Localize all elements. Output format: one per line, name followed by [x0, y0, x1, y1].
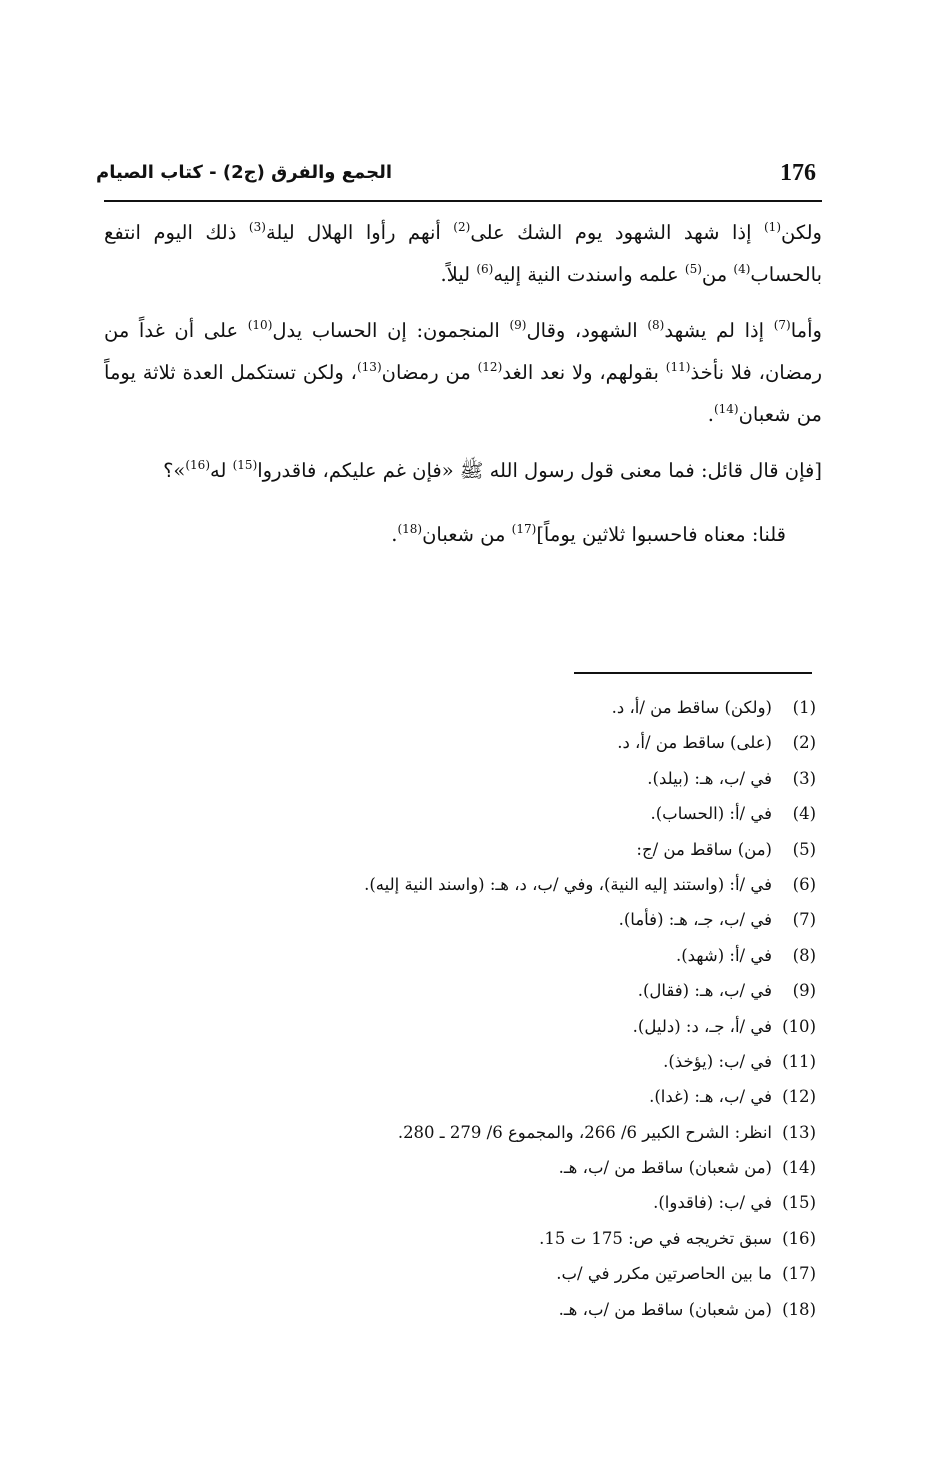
- footnote-text: (من شعبان) ساقط من /ب، هـ.: [558, 1299, 772, 1319]
- text-run: [فإن قال قائل: فما معنى قول رسول الله ﷺ «فإن غم عليكم، فاقدروا: [257, 459, 822, 482]
- footnote-item: [104, 1150, 816, 1185]
- footnote-number: (18): [782, 1299, 816, 1319]
- footnote-ref: (10): [247, 318, 273, 332]
- footnote-text: في /ب: (يؤخذ).: [663, 1051, 772, 1071]
- footnote-number: (6): [792, 874, 816, 894]
- footnote-ref: (3): [248, 220, 266, 234]
- footnote-item: [104, 1185, 816, 1220]
- text-run: ذلك اليوم انتفع بالحساب: [104, 221, 822, 286]
- text-run: .: [707, 403, 714, 426]
- text-run: وأما: [790, 319, 822, 342]
- text-run: إذا شهد الشهود يوم الشك على: [470, 221, 764, 244]
- footnote-ref: (5): [684, 262, 702, 276]
- footnote-number: (9): [792, 981, 816, 1001]
- footnote-number: (13): [782, 1122, 816, 1142]
- footnote-ref: (1): [763, 220, 781, 234]
- footnote-text: في /أ، جـ، د: (دليل).: [632, 1016, 772, 1036]
- footnote-item: [104, 796, 816, 831]
- footnote-number: (4): [792, 804, 816, 824]
- page-number: 176: [780, 160, 816, 186]
- text-run: أنهم رأوا الهلال ليلة: [265, 221, 454, 244]
- footnote-number: (2): [792, 733, 816, 753]
- footnote-item: [104, 1044, 816, 1079]
- footnote-separator: [574, 672, 812, 674]
- footnote-text: انظر: الشرح الكبير 6/ 266، والمجموع 6/ 279 ـ 280.: [397, 1122, 772, 1142]
- footnote-text: سبق تخريجه في ص: 175 ت 15.: [539, 1228, 772, 1248]
- footnote-number: (15): [782, 1193, 816, 1213]
- footnote-text: في /ب، هـ: (غدا).: [649, 1087, 772, 1107]
- footnote-item: [104, 725, 816, 760]
- footnote-ref: (16): [185, 458, 210, 472]
- text-run: من شعبان: [422, 523, 512, 546]
- text-run: بقولهم، ولا نعد الغد: [502, 361, 666, 384]
- footnote-item: [104, 1221, 816, 1256]
- footnote-number: (14): [782, 1158, 816, 1178]
- footnote-ref: (4): [733, 262, 751, 276]
- footnote-text: ما بين الحاصرتين مكرر في /ب.: [556, 1264, 772, 1284]
- footnote-item: [104, 690, 816, 725]
- footnote-ref: (15): [232, 458, 258, 472]
- footnote-item: [104, 867, 816, 902]
- text-run: قلنا: معناه فاحسبوا ثلاثين يوماً]: [536, 523, 786, 546]
- text-run: علمه واسندت النية إليه: [493, 263, 685, 286]
- text-run: الشهود، وقال: [526, 319, 648, 342]
- footnote-item: [104, 1115, 816, 1150]
- text-run: »؟: [163, 459, 186, 482]
- footnote-ref: (13): [356, 360, 382, 374]
- text-run: من رمضان: [381, 361, 478, 384]
- footnote-text: (ولكن) ساقط من /أ، د.: [611, 698, 772, 717]
- footnote-item: [104, 1292, 816, 1327]
- footnote-ref: (18): [397, 522, 423, 536]
- footnote-number: (3): [792, 768, 816, 788]
- footnote-number: (8): [792, 945, 816, 965]
- footnote-number: (7): [792, 910, 816, 930]
- footnote-text: (من شعبان) ساقط من /ب، هـ.: [558, 1158, 772, 1178]
- footnote-text: في /أ: (شهد).: [675, 945, 772, 965]
- footnote-ref: (11): [665, 360, 691, 374]
- running-title: الجمع والفرق (ج2) - كتاب الصيام: [96, 162, 393, 183]
- text-run: له: [210, 459, 233, 482]
- header-rule: [104, 200, 822, 202]
- text-run: المنجمون: إن الحساب يدل: [272, 319, 510, 342]
- footnote-item: [104, 1009, 816, 1044]
- text-run: ليلاً.: [440, 263, 477, 286]
- footnote-item: [104, 832, 816, 867]
- footnote-item: [104, 1079, 816, 1114]
- footnote-item: [104, 938, 816, 973]
- footnote-number: (1): [792, 698, 816, 717]
- footnote-text: في /ب، هـ: (بيلد).: [647, 768, 772, 788]
- footnote-text: في /ب: (فاقدوا).: [653, 1193, 772, 1213]
- footnote-text: في /أ: (واستند إليه النية)، وفي /ب، د، هـ: (واسند النية إليه).: [364, 874, 772, 894]
- footnote-ref: (2): [453, 220, 471, 234]
- paragraph: [104, 212, 822, 296]
- footnotes-list: [104, 690, 816, 1327]
- text-run: على أن غداً من رمضان، فلا نأخذ: [104, 319, 822, 384]
- footnote-ref: (14): [713, 402, 739, 416]
- text-run: ، ولكن تستكمل العدة ثلاثة يوماً من شعبان: [104, 361, 822, 426]
- footnote-text: (على) ساقط من /أ، د.: [617, 733, 772, 753]
- text-run: إذا لم يشهد: [664, 319, 774, 342]
- main-text: [104, 212, 822, 570]
- paragraph: [104, 310, 822, 436]
- paragraph: [104, 514, 822, 556]
- footnote-number: (16): [782, 1228, 816, 1248]
- footnote-item: [104, 1256, 816, 1291]
- text-run: من: [701, 263, 734, 286]
- footnote-text: في /أ: (الحساب).: [650, 804, 772, 824]
- paragraph: [104, 450, 822, 492]
- footnote-ref: (17): [511, 522, 537, 536]
- footnote-ref: (7): [773, 318, 791, 332]
- footnote-number: (10): [782, 1016, 816, 1036]
- footnote-ref: (9): [509, 318, 527, 332]
- footnote-ref: (6): [476, 262, 494, 276]
- footnote-text: في /ب، هـ: (فقال).: [637, 981, 772, 1001]
- footnote-item: [104, 761, 816, 796]
- text-run: .: [391, 523, 398, 546]
- footnote-number: (17): [782, 1264, 816, 1284]
- footnote-item: [104, 902, 816, 937]
- text-run: ولكن: [781, 221, 822, 244]
- footnote-number: (11): [782, 1051, 816, 1071]
- footnote-text: (من) ساقط من /ج:: [636, 839, 772, 859]
- footnote-text: في /ب، جـ، هـ: (فأما).: [618, 910, 772, 930]
- footnote-ref: (12): [477, 360, 503, 374]
- footnote-number: (12): [782, 1087, 816, 1107]
- footnote-ref: (8): [647, 318, 665, 332]
- footnote-number: (5): [792, 839, 816, 859]
- footnote-item: [104, 973, 816, 1008]
